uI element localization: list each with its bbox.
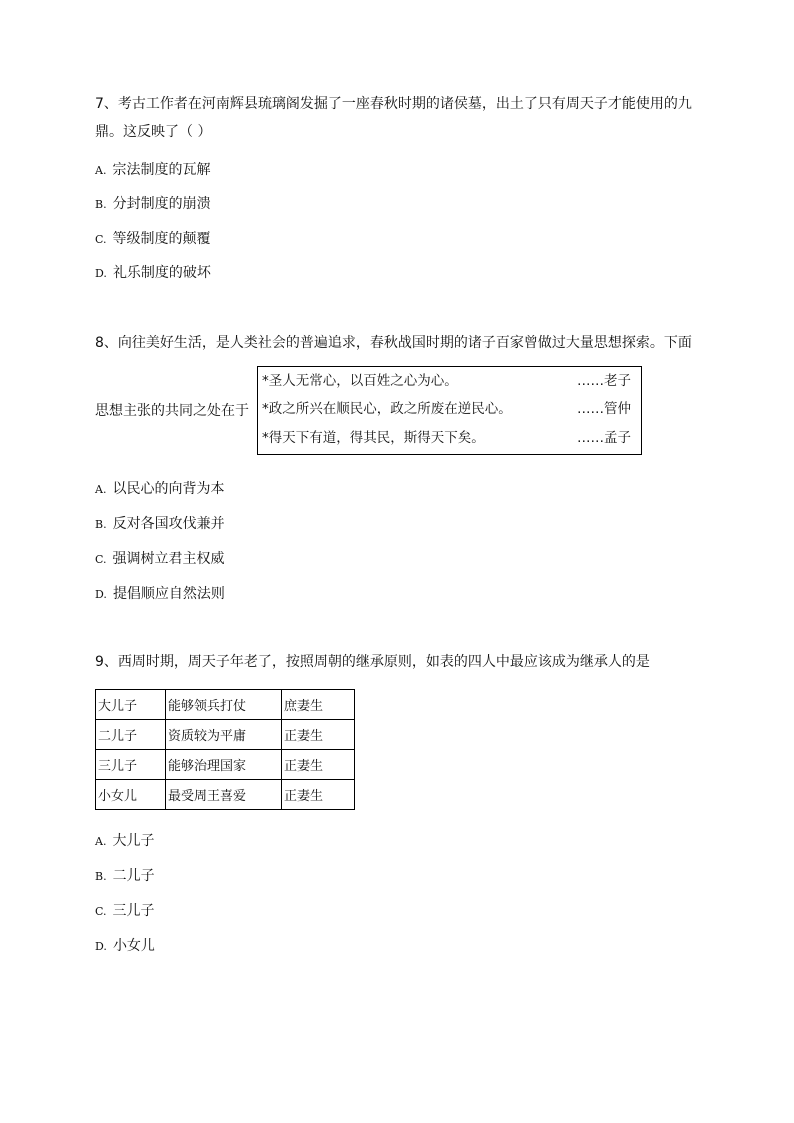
quotes-box <box>257 366 642 455</box>
table-cell: 三儿子 <box>96 750 166 780</box>
q9-stem-line1: 9、西周时期，周天子年老了，按照周朝的继承原则，如表的四人中最应该成为继承人的是 <box>95 654 650 670</box>
option-letter: B. <box>95 198 107 211</box>
option-text: 提倡顺应自然法则 <box>112 586 225 602</box>
option-text: 分封制度的崩溃 <box>112 196 211 212</box>
quote-text: *政之所兴在顺民心，政之所废在逆民心。 <box>262 401 512 417</box>
q7-stem-line1: 7、考古工作者在河南辉县琉璃阁发掘了一座春秋时期的诸侯墓，出土了只有周天子才能使用的九 <box>95 96 692 112</box>
heirs-table <box>95 689 355 810</box>
option-letter: A. <box>95 483 107 496</box>
q7-option-c[interactable] <box>95 229 211 250</box>
table-cell: 正妻生 <box>282 720 355 750</box>
table-cell: 大儿子 <box>96 690 166 720</box>
table-cell: 能够治理国家 <box>166 750 282 780</box>
quote-text: *圣人无常心，以百姓之心为心。 <box>262 373 458 389</box>
option-letter: D. <box>95 940 107 953</box>
quote-row <box>262 399 631 419</box>
q9-option-a[interactable] <box>95 831 154 852</box>
option-letter: B. <box>95 518 107 531</box>
q8-option-c[interactable] <box>95 549 225 570</box>
table-cell: 资质较为平庸 <box>166 720 282 750</box>
option-text: 强调树立君主权威 <box>112 551 225 567</box>
q7-option-b[interactable] <box>95 194 211 215</box>
q9-option-c[interactable] <box>95 901 155 922</box>
table-cell: 正妻生 <box>282 750 355 780</box>
q9-option-b[interactable] <box>95 866 155 887</box>
q7-option-a[interactable] <box>95 160 210 181</box>
option-text: 小女儿 <box>112 938 155 954</box>
option-text: 大儿子 <box>112 833 155 849</box>
option-letter: C. <box>95 233 107 246</box>
q8-stem-line1: 8、向往美好生活，是人类社会的普遍追求，春秋战国时期的诸子百家曾做过大量思想探索。下面 <box>95 335 692 351</box>
table-cell: 最受周王喜爱 <box>166 780 282 810</box>
option-letter: D. <box>95 267 107 280</box>
table-row <box>96 750 355 780</box>
quote-source: ……孟子 <box>577 430 631 446</box>
quote-source: ……管仲 <box>577 401 631 417</box>
q8-stem-lead: 思想主张的共同之处在于 <box>95 403 249 419</box>
q9-option-d[interactable] <box>95 936 155 957</box>
option-text: 等级制度的颠覆 <box>112 231 211 247</box>
table-cell: 能够领兵打仗 <box>166 690 282 720</box>
quote-row <box>262 371 631 391</box>
q8-option-d[interactable] <box>95 584 225 605</box>
option-text: 礼乐制度的破坏 <box>112 265 211 281</box>
q8-option-b[interactable] <box>95 514 225 535</box>
table-row <box>96 720 355 750</box>
option-letter: A. <box>95 164 107 177</box>
table-cell: 二儿子 <box>96 720 166 750</box>
quote-text: *得天下有道，得其民，斯得天下矣。 <box>262 430 485 446</box>
option-text: 以民心的向背为本 <box>112 481 225 497</box>
option-text: 三儿子 <box>112 903 155 919</box>
option-text: 二儿子 <box>112 868 155 884</box>
q7-stem-line2: 鼎。这反映了（ ） <box>95 124 212 140</box>
quote-source: ……老子 <box>577 373 631 389</box>
option-letter: A. <box>95 835 107 848</box>
table-cell: 庶妻生 <box>282 690 355 720</box>
table-cell: 正妻生 <box>282 780 355 810</box>
q7-option-d[interactable] <box>95 263 211 284</box>
option-letter: C. <box>95 553 107 566</box>
table-cell: 小女儿 <box>96 780 166 810</box>
option-letter: C. <box>95 905 107 918</box>
table-row <box>96 780 355 810</box>
quote-row <box>262 428 631 448</box>
option-text: 反对各国攻伐兼并 <box>112 516 225 532</box>
option-text: 宗法制度的瓦解 <box>112 162 211 178</box>
option-letter: D. <box>95 588 107 601</box>
option-letter: B. <box>95 870 107 883</box>
q8-option-a[interactable] <box>95 479 224 500</box>
table-row <box>96 690 355 720</box>
